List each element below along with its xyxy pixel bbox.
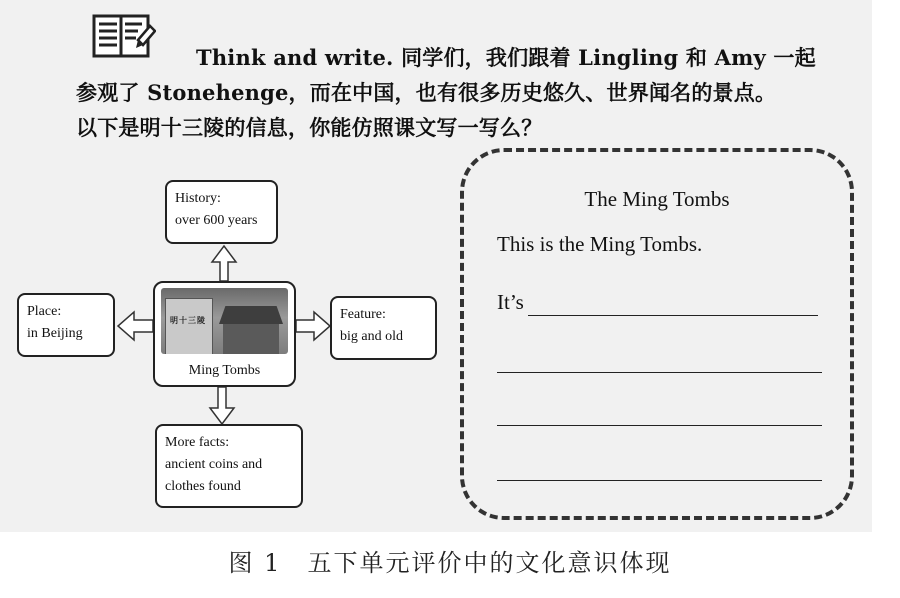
history-value: over 600 years bbox=[175, 213, 258, 228]
writing-line[interactable] bbox=[497, 372, 822, 373]
feature-label: Feature: bbox=[340, 307, 386, 322]
place-value: in Beijing bbox=[27, 326, 83, 341]
arrow-left bbox=[118, 312, 153, 340]
place-label: Place: bbox=[27, 304, 62, 319]
temple-roof bbox=[219, 306, 283, 324]
more-facts-box bbox=[155, 424, 303, 508]
writing-line[interactable] bbox=[528, 315, 818, 316]
history-box bbox=[165, 180, 278, 244]
ming-tombs-photo bbox=[161, 288, 288, 354]
card-sentence-1: This is the Ming Tombs. bbox=[497, 232, 703, 256]
feature-value: big and old bbox=[340, 329, 403, 344]
arrow-down bbox=[210, 387, 234, 424]
stone-tablet bbox=[165, 298, 213, 354]
writing-line[interactable] bbox=[497, 425, 822, 426]
intro-line-3: 以下是明十三陵的信息，你能仿照课文写一写么？ bbox=[76, 115, 543, 140]
photo-tablet-text: 明十三陵 bbox=[170, 315, 206, 325]
place-box bbox=[17, 293, 115, 357]
ming-tombs-center-box bbox=[153, 281, 296, 387]
writing-card bbox=[460, 148, 854, 520]
arrow-right bbox=[296, 312, 330, 340]
center-label: Ming Tombs bbox=[188, 363, 261, 378]
history-label: History: bbox=[175, 191, 221, 206]
figure-caption: 图 1 五下单元评价中的文化意识体现 bbox=[228, 549, 672, 577]
feature-box bbox=[330, 296, 437, 360]
facts-line-1: ancient coins and bbox=[165, 457, 263, 472]
intro-line-1: Think and write. 同学们，我们跟着 Lingling 和 Amy 一起 bbox=[196, 45, 816, 70]
temple-wall bbox=[223, 324, 279, 354]
card-title: The Ming Tombs bbox=[584, 187, 730, 211]
facts-line-2: clothes found bbox=[165, 479, 241, 494]
intro-line-2: 参观了 Stonehenge，而在中国，也有很多历史悠久、世界闻名的景点。 bbox=[76, 80, 777, 105]
arrow-up bbox=[212, 246, 236, 281]
card-prompt: It’s bbox=[497, 290, 524, 314]
writing-line[interactable] bbox=[497, 480, 822, 481]
facts-label: More facts: bbox=[165, 435, 230, 450]
